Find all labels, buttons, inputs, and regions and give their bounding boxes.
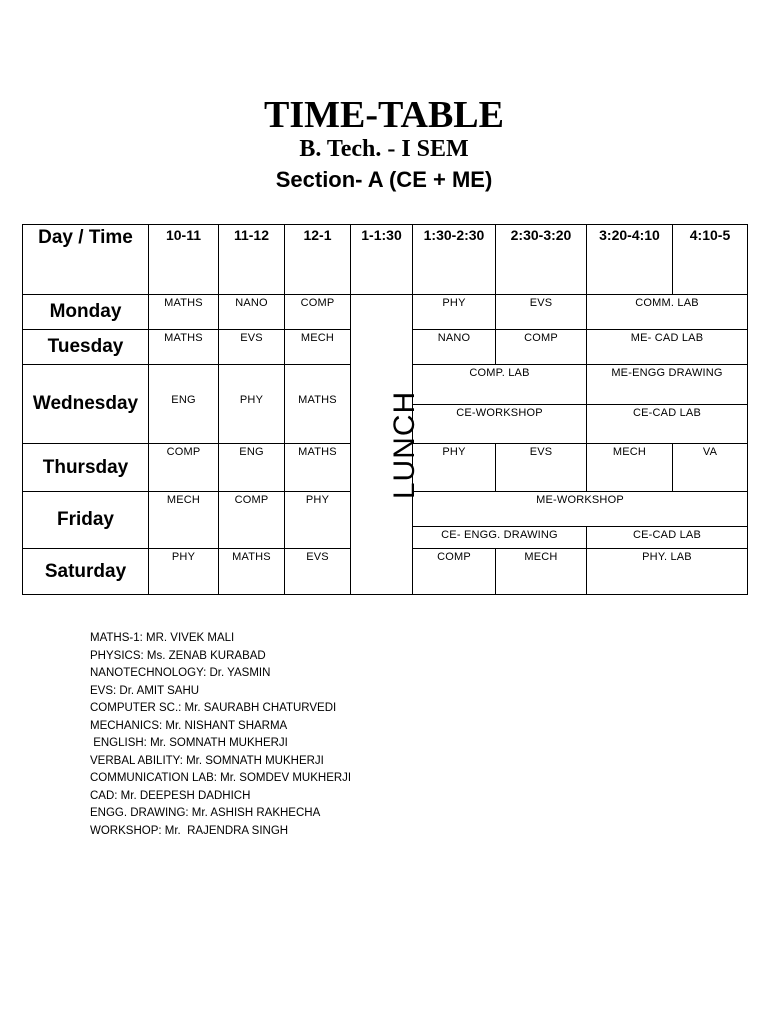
faculty-list [90,630,351,840]
period-cell: EVS [219,330,285,365]
header-day-time: Day / Time [23,225,149,295]
period-cell: PHY [413,295,496,330]
faculty-entry: ENGG. DRAWING: Mr. ASHISH RAKHECHA [90,807,321,819]
lunch-label: LUNCH [388,390,422,499]
lab-cell: CE- ENGG. DRAWING [413,527,587,549]
header-time-slot: 11-12 [219,225,285,295]
day-label: Thursday [23,444,149,492]
period-cell: EVS [285,549,351,595]
period-cell: MECH [496,549,587,595]
faculty-entry: VERBAL ABILITY: Mr. SOMNATH MUKHERJI [90,754,324,767]
faculty-entry: ENGLISH: Mr. SOMNATH MUKHERJI [90,737,288,749]
period-cell: MECH [285,330,351,365]
day-label: Saturday [23,549,149,595]
lab-cell: COMP. LAB [413,365,587,405]
period-cell: COMP [413,549,496,595]
page-title: TIME-TABLE [263,94,504,136]
day-label: Wednesday [23,365,149,444]
faculty-entry: WORKSHOP: Mr. RAJENDRA SINGH [90,824,289,837]
table-row [23,295,748,330]
period-cell: VA [673,444,748,492]
period-cell: COMP [496,330,587,365]
course-subtitle: B. Tech. - I SEM [299,136,469,162]
period-cell: EVS [496,444,587,492]
period-cell: MATHS [149,330,219,365]
faculty-entry: COMPUTER SC.: Mr. SAURABH CHATURVEDI [90,702,337,714]
day-label: Tuesday [23,330,149,365]
lab-cell: CE-CAD LAB [587,527,748,549]
faculty-entry: PHYSICS: Ms. ZENAB KURABAD [90,649,266,662]
faculty-entry: CAD: Mr. DEEPESH DADHICH [90,789,251,802]
lab-cell: CE-WORKSHOP [413,405,587,444]
faculty-entry: MATHS-1: MR. VIVEK MALI [90,632,235,644]
lunch-cell [351,295,422,595]
period-cell: COMP [219,492,285,549]
period-cell: EVS [496,295,587,330]
header-row [23,225,748,295]
period-cell: COMP [149,444,219,492]
period-cell: MATHS [285,444,351,492]
day-label: Monday [23,295,149,330]
period-cell: ENG [219,444,285,492]
header-time-slot: 10-11 [149,225,219,295]
period-cell: PHY [413,444,496,492]
period-cell: PHY [285,492,351,549]
faculty-entry: MECHANICS: Mr. NISHANT SHARMA [90,719,288,732]
period-cell: PHY [149,549,219,595]
period-cell: MATHS [219,549,285,595]
header-time-slot: 3:20-4:10 [587,225,673,295]
period-cell: MECH [149,492,219,549]
period-cell: MECH [587,444,673,492]
timetable [22,224,748,595]
faculty-entry: COMMUNICATION LAB: Mr. SOMDEV MUKHERJI [90,772,352,784]
period-cell: COMP [285,295,351,330]
lab-cell: CE-CAD LAB [587,405,748,444]
header-time-slot: 1-1:30 [351,225,413,295]
lab-cell: PHY. LAB [587,549,748,595]
period-cell: MATHS [285,365,351,444]
period-cell: NANO [413,330,496,365]
period-cell: MATHS [149,295,219,330]
header-time-slot: 12-1 [285,225,351,295]
day-label: Friday [23,492,149,549]
header-time-slot: 4:10-5 [673,225,748,295]
period-cell: PHY [219,365,285,444]
header-time-slot: 1:30-2:30 [413,225,496,295]
lab-cell: ME-ENGG DRAWING [587,365,748,405]
period-cell: NANO [219,295,285,330]
lab-cell: COMM. LAB [587,295,748,330]
lab-cell: ME-WORKSHOP [413,492,748,527]
faculty-entry: NANOTECHNOLOGY: Dr. YASMIN [90,667,271,679]
section-heading: Section- A (CE + ME) [275,167,493,192]
period-cell: ENG [149,365,219,444]
faculty-entry: EVS: Dr. AMIT SAHU [90,684,200,697]
header-time-slot: 2:30-3:20 [496,225,587,295]
lab-cell: ME- CAD LAB [587,330,748,365]
